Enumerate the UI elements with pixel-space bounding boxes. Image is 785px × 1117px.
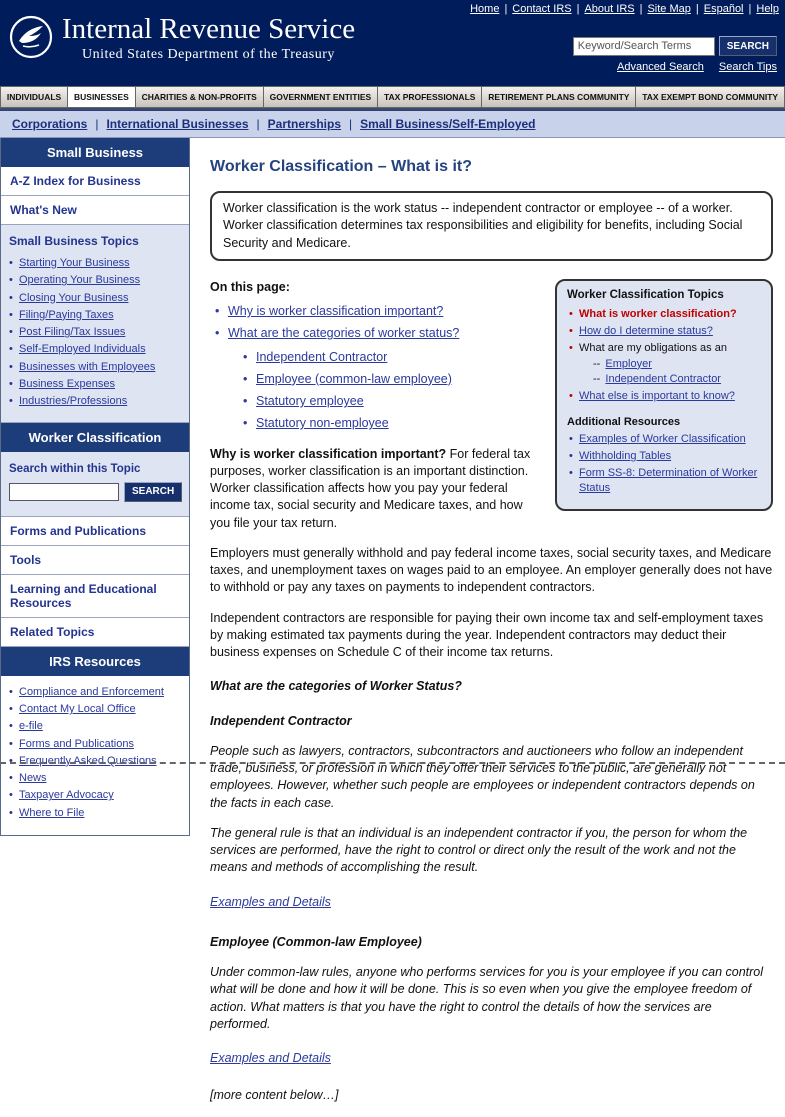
list-item	[7, 685, 183, 699]
sidebar-topic-industries[interactable]: Industries/Professions	[19, 395, 128, 408]
intro-box	[210, 191, 773, 261]
sidebar-item-az-index[interactable]: A-Z Index for Business	[1, 167, 189, 196]
list-item	[7, 360, 183, 374]
resource-news[interactable]: News	[19, 772, 47, 785]
sidebar-topic-businesses-employees[interactable]: Businesses with Employees	[19, 360, 156, 373]
tab-tax-exempt-bond[interactable]: TAX EXEMPT BOND COMMUNITY	[636, 86, 785, 108]
list-item	[7, 342, 183, 356]
why-important-lead: Why is worker classification important?	[210, 446, 447, 461]
examples-details-link-employee[interactable]: Examples and Details	[210, 1051, 331, 1066]
resource-forms-publications[interactable]: Forms and Publications	[19, 737, 134, 750]
sidebar	[0, 138, 190, 836]
topic-search-button[interactable]: SEARCH	[124, 482, 182, 502]
top-link-about-irs[interactable]: About IRS	[584, 3, 635, 15]
list-item	[7, 377, 183, 391]
examples-details-link-ic[interactable]: Examples and Details	[210, 894, 331, 909]
top-link-site-map[interactable]: Site Map	[647, 3, 691, 15]
tab-government-entities[interactable]: GOVERNMENT ENTITIES	[264, 86, 378, 108]
top-link-home[interactable]: Home	[470, 3, 500, 15]
onpage-sublink-independent-contractor[interactable]: Independent Contractor	[256, 349, 388, 364]
resource-local-office[interactable]: Contact My Local Office	[19, 702, 136, 715]
resource-compliance[interactable]: Compliance and Enforcement	[19, 685, 164, 698]
why-important-text: For federal tax purposes, worker classification is an important distinction. Worker classification affects how you pay your federal income tax, social security and Medicare taxes, and how you file your tax return.	[210, 446, 531, 530]
tab-individuals[interactable]: INDIVIDUALS	[0, 86, 68, 108]
onpage-link-categories[interactable]: What are the categories of worker status?	[228, 326, 460, 341]
list-item	[238, 393, 773, 410]
list-item	[567, 449, 761, 463]
sidebar-topic-operating[interactable]: Operating Your Business	[19, 274, 141, 287]
resource-withholding-tables-link[interactable]: Withholding Tables	[579, 450, 672, 463]
site-subtitle: United States Department of the Treasury	[82, 47, 335, 63]
list-item	[567, 432, 761, 446]
secondary-nav	[0, 110, 785, 138]
tab-tax-professionals[interactable]: TAX PROFESSIONALS	[378, 86, 482, 108]
sidebar-topic-self-employed[interactable]: Self-Employed Individuals	[19, 343, 146, 356]
resource-efile[interactable]: e-file	[19, 720, 43, 733]
independent-contractors-paragraph: Independent contractors are responsible for paying their own income tax and self-employment taxes by making estimated tax payments during the year. Independent contractors may deduct their business expenses on Schedule C of their income tax returns.	[210, 610, 764, 660]
onpage-sublink-statutory-nonemployee[interactable]: Statutory non-employee	[256, 416, 389, 431]
list-item	[7, 719, 183, 733]
logo-text	[62, 14, 355, 63]
topic-search-input[interactable]	[9, 483, 119, 501]
subnav-international-businesses[interactable]: International Businesses	[106, 117, 249, 131]
top-link-contact-irs[interactable]: Contact IRS	[512, 3, 572, 15]
subnav-partnerships[interactable]: Partnerships	[267, 117, 341, 131]
additional-resources-title: Additional Resources	[567, 415, 681, 428]
header-search	[573, 36, 777, 73]
sidebar-header-small-business: Small Business	[1, 138, 189, 167]
irs-eagle-icon	[8, 14, 54, 65]
independent-contractor-heading: Independent Contractor	[210, 713, 352, 728]
sidebar-search-section	[1, 452, 189, 517]
list-item	[210, 303, 773, 320]
resource-where-to-file[interactable]: Where to File	[19, 806, 85, 819]
more-content-note: [more content below…]	[210, 1088, 339, 1103]
topics-box-what-else-link[interactable]: What else is important to know?	[579, 390, 735, 403]
list-item	[210, 325, 773, 342]
advanced-search-link[interactable]: Advanced Search	[617, 61, 704, 73]
sidebar-item-related-topics[interactable]: Related Topics	[1, 618, 189, 647]
sidebar-header-worker-classification: Worker Classification	[1, 423, 189, 452]
sidebar-topic-filing[interactable]: Filing/Paying Taxes	[19, 308, 114, 321]
onpage-link-why-important[interactable]: Why is worker classification important?	[228, 304, 444, 319]
sidebar-topic-starting[interactable]: Starting Your Business	[19, 257, 130, 269]
site-header	[0, 0, 785, 86]
list-item	[7, 771, 183, 785]
list-item	[238, 415, 773, 432]
list-item	[7, 273, 183, 287]
subnav-small-business[interactable]: Small Business/Self-Employed	[360, 117, 536, 131]
sidebar-topic-business-expenses[interactable]: Business Expenses	[19, 378, 115, 391]
list-item	[7, 325, 183, 339]
resource-faq[interactable]: Frequently Asked Questions	[19, 754, 157, 767]
sidebar-header-irs-resources: IRS Resources	[1, 647, 189, 676]
irs-logo[interactable]	[8, 14, 355, 65]
sidebar-topic-post-filing[interactable]: Post Filing/Tax Issues	[19, 326, 126, 339]
search-input[interactable]	[573, 37, 715, 56]
tab-retirement-plans[interactable]: RETIREMENT PLANS COMMUNITY	[482, 86, 636, 108]
top-link-espanol[interactable]: Español	[703, 3, 744, 15]
list-item	[7, 291, 183, 305]
top-link-help[interactable]: Help	[756, 3, 779, 15]
list-item	[7, 806, 183, 820]
list-item	[7, 754, 183, 768]
employers-withhold-paragraph: Employers must generally withhold and pay federal income taxes, social security taxes, and Medicare taxes, and unemployment taxes on wages paid to an employee. An employer generally does not have to withhold or pay any taxes on payments to independent contractors.	[210, 545, 773, 595]
resource-examples-link[interactable]: Examples of Worker Classification	[579, 432, 746, 445]
page-body	[0, 138, 785, 1117]
page-fold-divider	[0, 762, 785, 764]
ic-general-rule-paragraph: The general rule is that an individual is an independent contractor if you, the person for whom the services are performed, have the right to control or direct only the result of the work and not the means and methods of accomplishing the result.	[210, 825, 748, 875]
sidebar-item-forms-publications[interactable]: Forms and Publications	[1, 517, 189, 546]
list-item	[238, 371, 773, 388]
onpage-sublink-employee[interactable]: Employee (common-law employee)	[256, 371, 452, 386]
list-item	[7, 788, 183, 802]
sidebar-item-learning-resources[interactable]: Learning and Educational Resources	[1, 575, 189, 618]
list-item	[7, 308, 183, 322]
sidebar-topics-title: Small Business Topics	[9, 234, 139, 248]
ic-definition-paragraph: People such as lawyers, contractors, subcontractors and auctioneers who follow an independent trade, business, or profession in which they offer their services to the public, are generally not employees. However, whether such people are employees or independent contractors depends on the facts in each case.	[210, 743, 755, 810]
list-item	[7, 394, 183, 408]
list-item	[567, 466, 761, 495]
search-button[interactable]: SEARCH	[719, 36, 777, 56]
topics-box-employer-link[interactable]: Employer	[605, 357, 652, 370]
topics-box-independent-contractor-link[interactable]: Independent Contractor	[605, 372, 721, 385]
dash-prefix: --	[593, 357, 601, 370]
page-title: Worker Classification – What is it?	[210, 158, 472, 175]
topic-search-label: Search within this Topic	[9, 462, 141, 475]
categories-heading: What are the categories of Worker Status?	[210, 679, 462, 694]
sidebar-resources-section	[1, 676, 189, 835]
employee-heading: Employee (Common-law Employee)	[210, 934, 422, 949]
on-this-page-label: On this page:	[210, 279, 290, 294]
list-item	[7, 737, 183, 751]
sidebar-item-tools[interactable]: Tools	[1, 546, 189, 575]
main-content	[190, 138, 785, 1117]
top-nav	[470, 3, 779, 15]
site-title: Internal Revenue Service	[62, 13, 356, 45]
sidebar-item-whats-new[interactable]: What's New	[1, 196, 189, 225]
onpage-sublink-statutory-employee[interactable]: Statutory employee	[256, 394, 364, 409]
resource-form-ss8-link[interactable]: Form SS-8: Determination of Worker Status	[579, 467, 758, 494]
sidebar-topics-section	[1, 225, 189, 423]
list-item	[238, 349, 773, 366]
topics-box-current-page: What is worker classification?	[579, 307, 737, 320]
sidebar-topic-closing[interactable]: Closing Your Business	[19, 291, 129, 304]
employee-definition-paragraph: Under common-law rules, anyone who performs services for you is your employee if you can control what will be done and how it will be done. This is so even when you give the employee freedom of action. What matters is that you have the right to control the details of how the services are performed.	[210, 965, 764, 1031]
intro-text: Worker classification is the work status -- independent contractor or employee -- of a worker. Worker classification determines tax responsibilities and eligibility for benefits, including Social Security and Medicare.	[223, 201, 743, 250]
list-item	[7, 256, 183, 270]
topics-box-determine-status-link[interactable]: How do I determine status?	[579, 325, 713, 338]
resource-taxpayer-advocacy[interactable]: Taxpayer Advocacy	[19, 789, 114, 802]
dash-prefix: --	[593, 372, 601, 385]
primary-nav-tabs	[0, 86, 785, 110]
tab-businesses[interactable]: BUSINESSES	[68, 86, 136, 108]
tab-charities-nonprofits[interactable]: CHARITIES & NON-PROFITS	[136, 86, 264, 108]
subnav-corporations[interactable]: Corporations	[12, 117, 88, 131]
topics-box-obligations-label: What are my obligations as an	[579, 342, 727, 355]
list-item	[7, 702, 183, 716]
search-tips-link[interactable]: Search Tips	[718, 61, 777, 73]
topics-box-title: Worker Classification Topics	[567, 288, 724, 301]
